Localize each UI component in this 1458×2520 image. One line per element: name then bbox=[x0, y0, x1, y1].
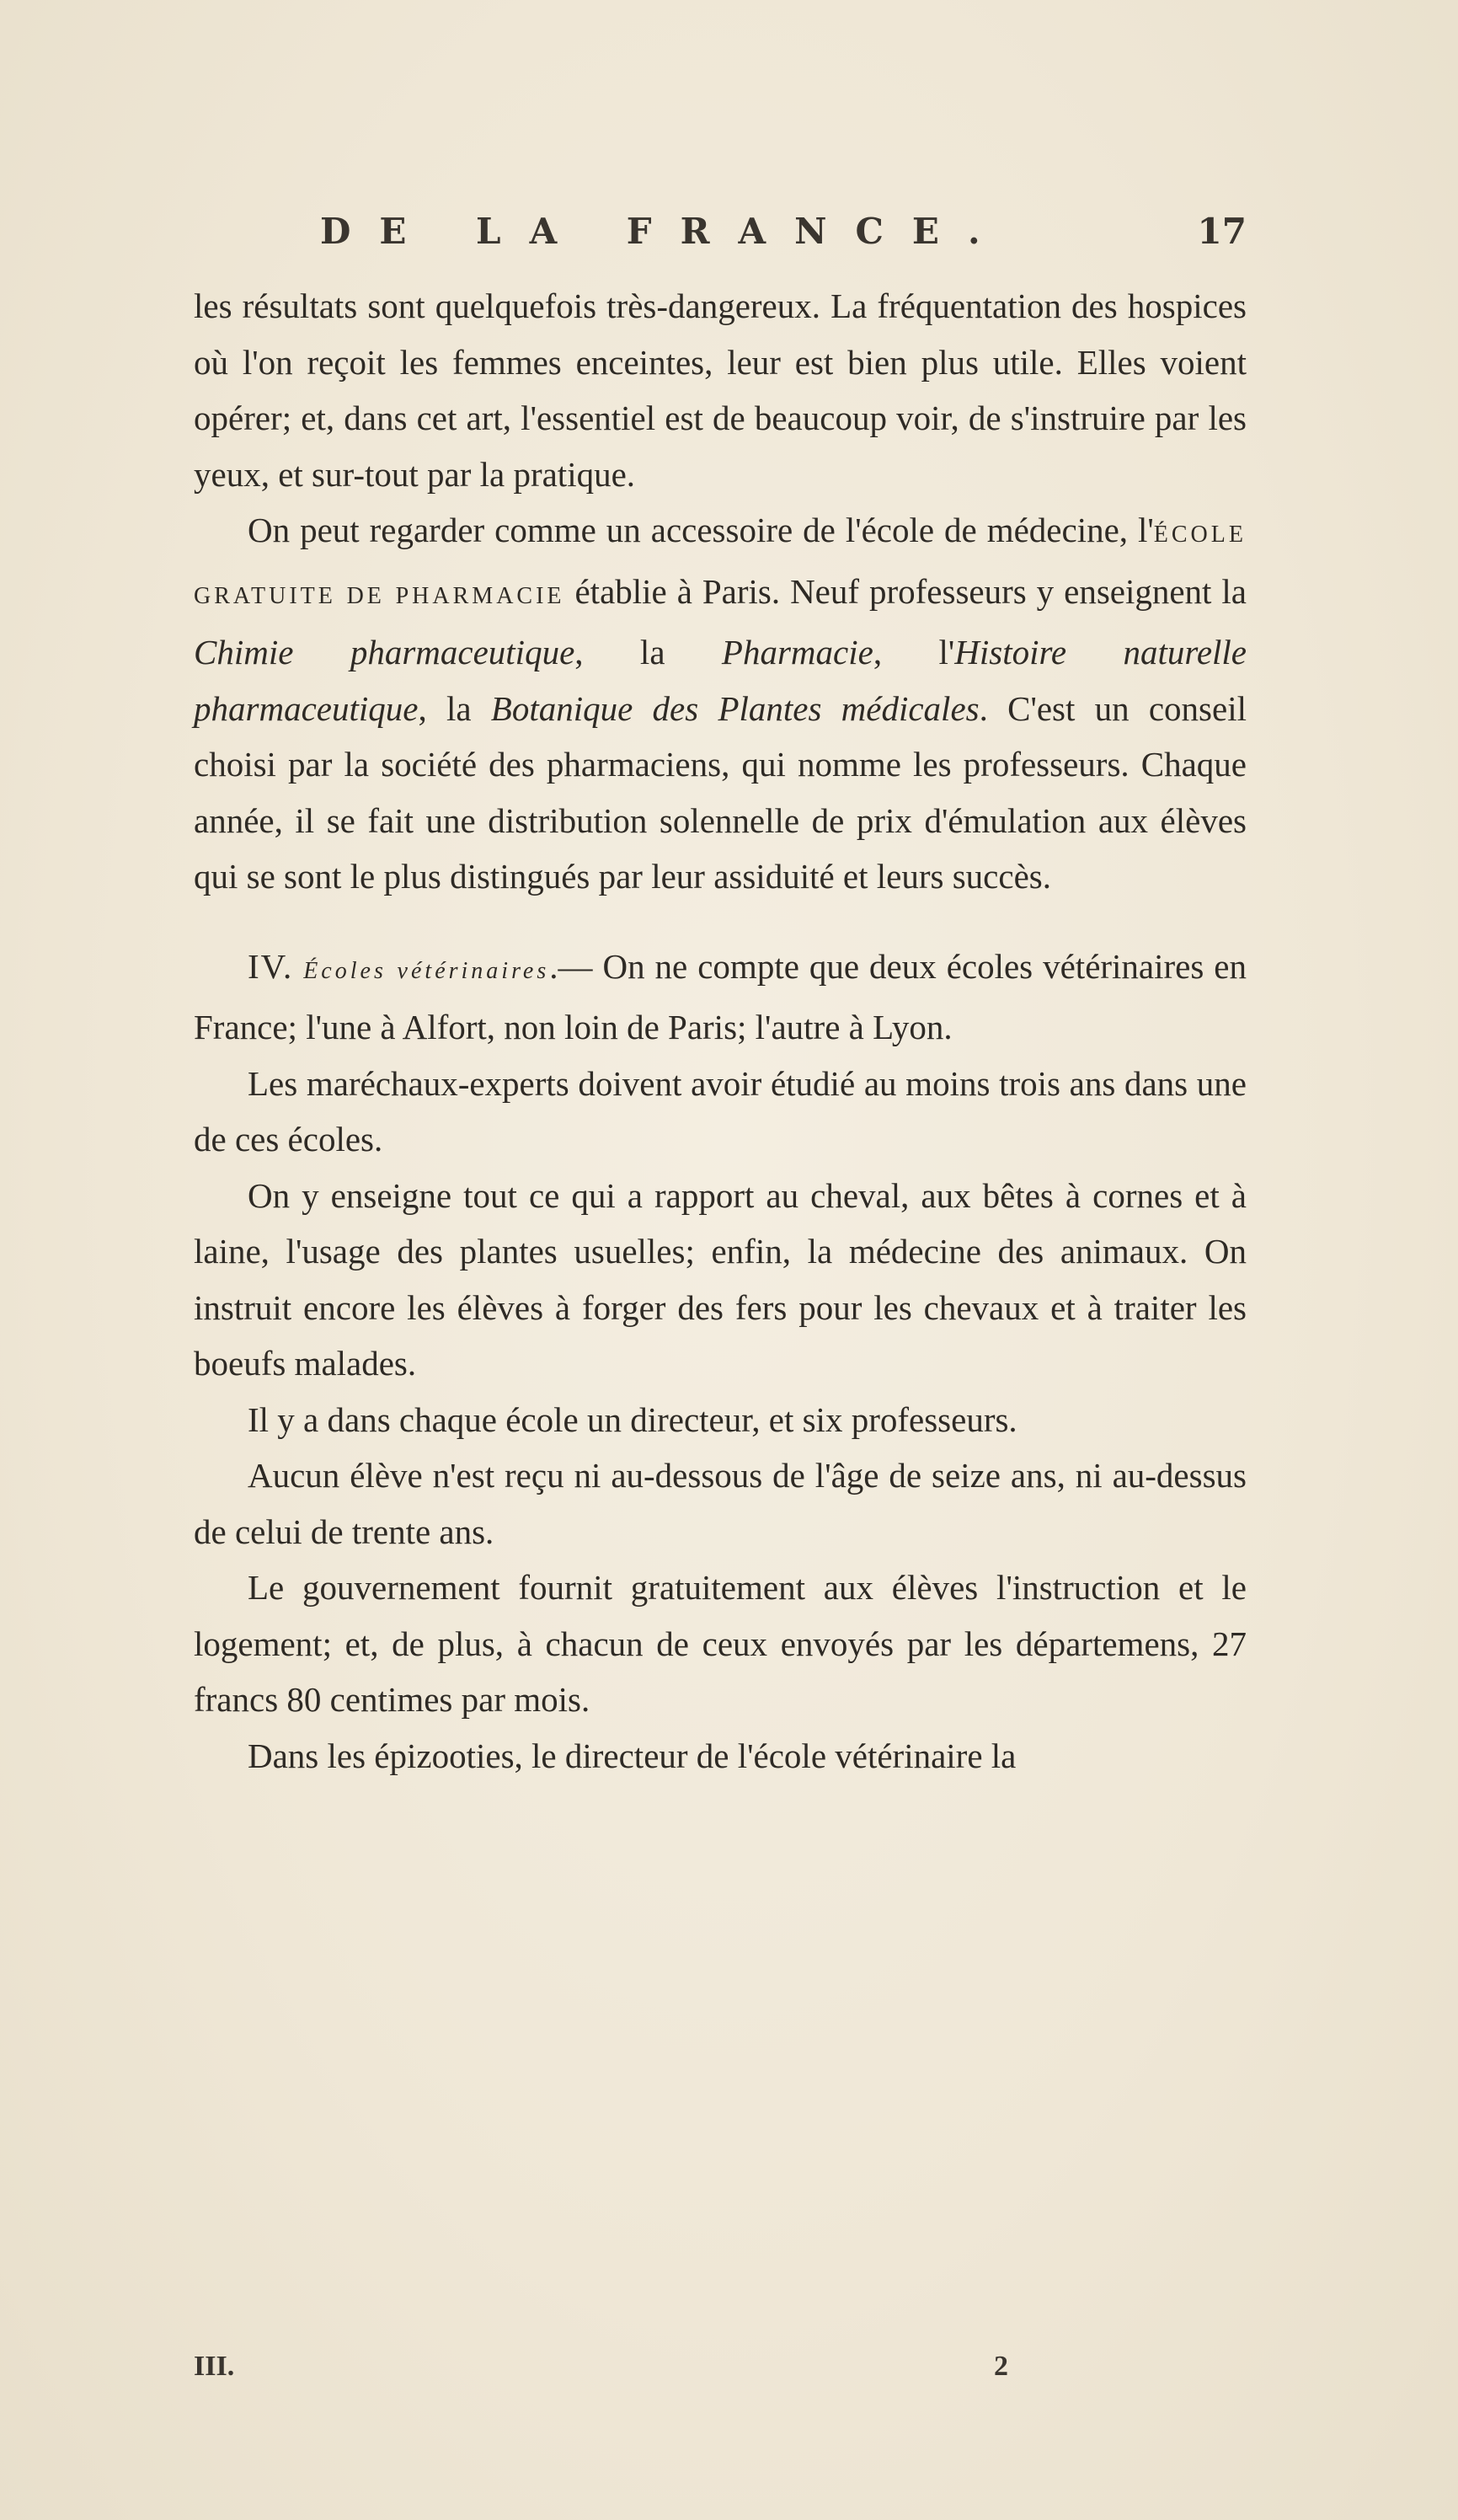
text-run: établie à Paris. Neuf professeurs y enseignent la bbox=[564, 571, 1247, 611]
paragraph-epizootics: Dans les épizooties, le directeur de l'école vétérinaire la bbox=[248, 1736, 1017, 1775]
text-run: , l' bbox=[873, 633, 955, 671]
section-number: IV. bbox=[248, 946, 294, 986]
running-title: DE LA FRANCE. bbox=[320, 211, 1009, 252]
paragraph-midwifery: les résultats sont quelquefois très-dangereux. La fréquentation des hospices où l'on reçoit les femmes enceintes, leur est bien plus utile. Elles voient opérer; et, dans cet art, l'essentiel est de beaucoup voir, de s'instruire par les yeux, et sur-tout par la pratique. bbox=[194, 286, 1247, 494]
subject-histoire: Histoire naturelle pharmaceutique bbox=[194, 633, 1247, 728]
page-number: 17 bbox=[1197, 211, 1247, 252]
text-run: On peut regarder comme un accessoire de l'école de médecine, l' bbox=[248, 511, 1154, 549]
text-run: , la bbox=[574, 633, 722, 671]
text-run: . C'est un conseil choisi par la société des pharmaciens, qui nomme les professeurs. Chaque année, il se fait une distribution solennelle de prix d'émulation aux élèves qui se sont le plus distingués par leur assiduité et leurs succès. bbox=[194, 688, 1247, 896]
page-footer bbox=[194, 2351, 1247, 2401]
paragraph-staff: Il y a dans chaque école un directeur, et six professeurs. bbox=[248, 1399, 1017, 1439]
school-name-small-caps: ÉCOLE GRATUITE DE PHARMACIE bbox=[194, 522, 1247, 609]
paragraph-curriculum: On y enseigne tout ce qui a rapport au cheval, aux bêtes à cornes et à laine, l'usage des plantes usuelles; enfin, la médecine des animaux. On instruit encore les élèves à forger des fers pour les chevaux et à traiter les boeufs malades. bbox=[194, 1175, 1247, 1383]
text-run: .— On ne compte que deux écoles vétérinaires en France; l'une à Alfort, non loin de Paris; l'autre à Lyon. bbox=[194, 946, 1247, 1046]
subject-pharmacie: Pharmacie bbox=[721, 633, 873, 671]
paragraph-veterinary-schools bbox=[194, 939, 1247, 1056]
paragraph-government-support: Le gouvernement fournit gratuitement aux élèves l'instruction et le logement; et, de plus, à chacun de ceux envoyés par les départemens, 27 francs 80 centimes par mois. bbox=[194, 1568, 1247, 1719]
text-run: , la bbox=[418, 688, 491, 728]
signature-mark: 2 bbox=[994, 2351, 1008, 2382]
paragraph-pharmacy-school bbox=[194, 502, 1247, 905]
volume-mark: III. bbox=[194, 2351, 235, 2382]
subject-botanique: Botanique des Plantes médicales bbox=[490, 688, 980, 728]
paragraph-age-limits: Aucun élève n'est reçu ni au-dessous de l'âge de seize ans, ni au-dessus de celui de trente ans. bbox=[194, 1456, 1247, 1551]
body-text bbox=[194, 278, 1247, 1784]
section-title: Écoles vétérinaires bbox=[303, 957, 550, 984]
paragraph-marechaux: Les maréchaux-experts doivent avoir étudié au moins trois ans dans une de ces écoles. bbox=[194, 1063, 1247, 1158]
running-head bbox=[194, 211, 1247, 261]
subject-chimie: Chimie pharmaceutique bbox=[194, 633, 575, 671]
